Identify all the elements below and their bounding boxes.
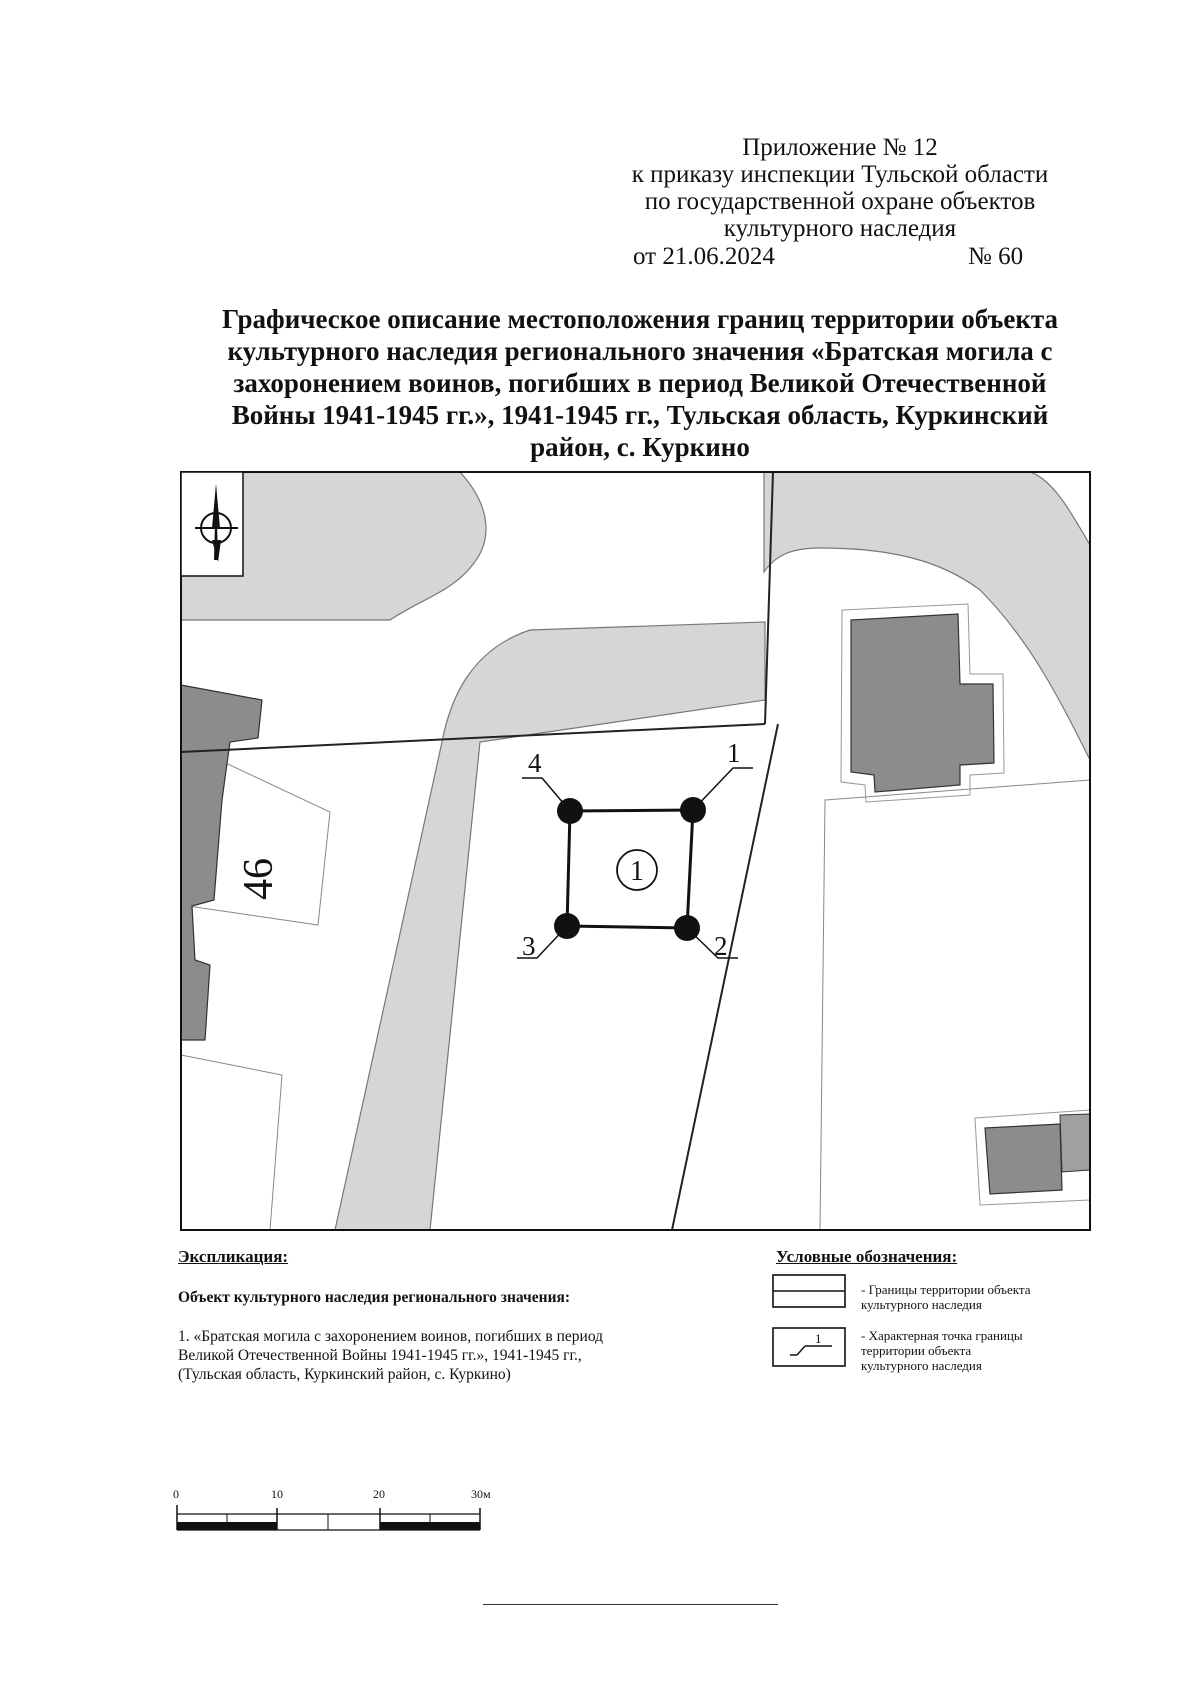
boundary-point-2 bbox=[674, 915, 700, 941]
object-number-label: 1 bbox=[630, 856, 644, 887]
header-line: к приказу инспекции Тульской области bbox=[631, 161, 1049, 188]
legend-text-line: - Границы территории объекта bbox=[861, 1282, 1031, 1297]
order-number: № 60 bbox=[968, 243, 1024, 270]
legend-text-line: культурного наследия bbox=[861, 1297, 982, 1312]
point-label-3: 3 bbox=[522, 931, 536, 961]
legend-heading: Условные обозначения: bbox=[776, 1247, 958, 1266]
explication-item bbox=[178, 1327, 738, 1384]
title-line: культурного наследия регионального значения «Братская могила с bbox=[227, 336, 1053, 366]
road-vertical bbox=[335, 622, 765, 1230]
point-label-4: 4 bbox=[528, 748, 542, 778]
title-line: Графическое описание местоположения границ территории объекта bbox=[222, 304, 1058, 334]
scale-bar bbox=[177, 1505, 480, 1530]
scale-label: 0 bbox=[173, 1487, 179, 1501]
boundary-point-1 bbox=[680, 797, 706, 823]
title-line: Войны 1941-1945 гг.», 1941-1945 гг., Тульская область, Куркинский bbox=[231, 400, 1049, 430]
scale-label: 10 bbox=[271, 1487, 283, 1501]
legend-point-symbol bbox=[773, 1328, 845, 1366]
explication-subheading: Объект культурного наследия регионального значения: bbox=[178, 1289, 571, 1306]
footer-separator bbox=[483, 1604, 778, 1605]
north-arrow-icon bbox=[181, 472, 243, 576]
scale-label: 30м bbox=[471, 1487, 491, 1501]
scale-label: 20 bbox=[373, 1487, 385, 1501]
legend-text-line: - Характерная точка границы bbox=[861, 1328, 1023, 1343]
header-line: культурного наследия bbox=[723, 215, 957, 242]
header-line: по государственной охране объектов bbox=[644, 188, 1036, 215]
title-line: район, с. Куркино bbox=[530, 432, 750, 462]
explication-line: (Тульская область, Куркинский район, с. Куркино) bbox=[178, 1366, 511, 1383]
legend-boundary-symbol bbox=[773, 1275, 845, 1307]
order-date: от 21.06.2024 bbox=[633, 243, 775, 270]
legend-point-text bbox=[861, 1328, 1023, 1373]
boundary-point-3 bbox=[554, 913, 580, 939]
legend-text-line: территории объекта bbox=[861, 1343, 972, 1358]
explication-line: 1. «Братская могила с захоронением воинов, погибших в период bbox=[178, 1328, 604, 1345]
lot-outline bbox=[181, 1055, 282, 1230]
building-bottom-right-2 bbox=[1060, 1114, 1090, 1172]
explication-line: Великой Отечественной Войны 1941-1945 гг.», 1941-1945 гг., bbox=[178, 1347, 582, 1364]
legend-point-sample-label: 1 bbox=[815, 1331, 822, 1346]
house-number: 46 bbox=[236, 858, 282, 900]
boundary-point-4 bbox=[557, 798, 583, 824]
legend-text-line: культурного наследия bbox=[861, 1358, 982, 1373]
point-label-1: 1 bbox=[727, 738, 741, 768]
title-line: захоронением воинов, погибших в период Великой Отечественной bbox=[233, 368, 1047, 398]
header-line: Приложение № 12 bbox=[742, 134, 938, 161]
building-bottom-right bbox=[985, 1124, 1062, 1194]
explication-heading: Экспликация: bbox=[178, 1247, 289, 1266]
legend-boundary-text bbox=[861, 1282, 1031, 1312]
point-label-2: 2 bbox=[714, 931, 728, 961]
building-right bbox=[851, 614, 994, 792]
